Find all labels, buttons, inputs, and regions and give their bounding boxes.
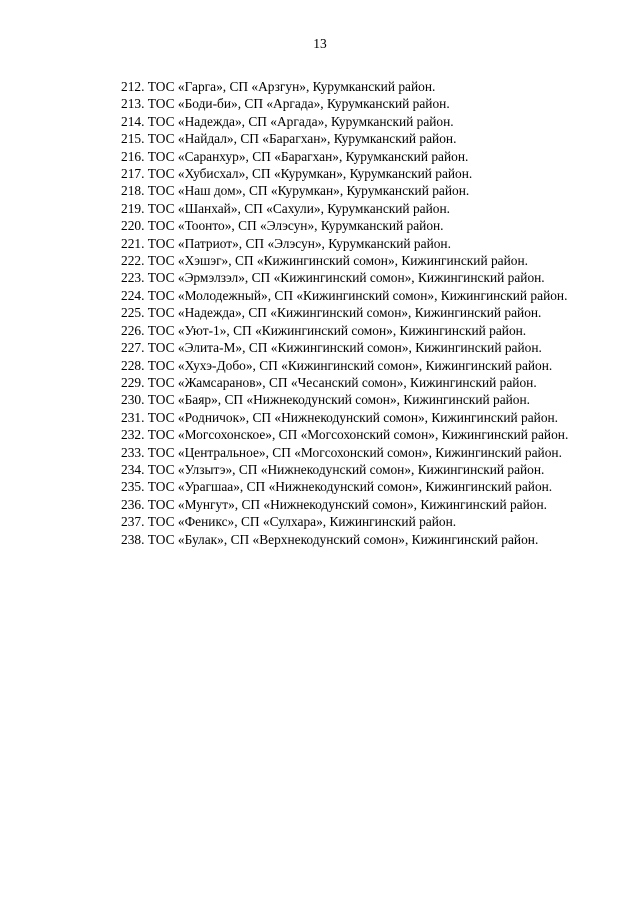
list-item: 220. ТОС «Тоонто», СП «Элэсун», Курумканский район.: [121, 218, 444, 234]
list-item: 227. ТОС «Элита-М», СП «Кижингинский сомон», Кижингинский район.: [121, 340, 542, 356]
list-item: 224. ТОС «Молодежный», СП «Кижингинский сомон», Кижингинский район.: [121, 287, 568, 303]
list-item: 219. ТОС «Шанхай», СП «Сахули», Курумканский район.: [121, 200, 450, 216]
list-item: 234. ТОС «Улзытэ», СП «Нижнекодунский сомон», Кижингинский район.: [121, 461, 545, 477]
page-number: 13: [313, 36, 327, 51]
list-item: 238. ТОС «Булак», СП «Верхнекодунский сомон», Кижингинский район.: [121, 531, 539, 547]
list-item: 223. ТОС «Эрмэлзэл», СП «Кижингинский сомон», Кижингинский район.: [121, 270, 545, 286]
list-item: 216. ТОС «Саранхур», СП «Барагхан», Курумканский район.: [121, 148, 469, 164]
list-item: 236. ТОС «Мунгут», СП «Нижнекодунский сомон», Кижингинский район.: [121, 496, 547, 512]
list-item: 212. ТОС «Гарга», СП «Арзгун», Курумканский район.: [121, 79, 436, 94]
list-item: 233. ТОС «Центральное», СП «Могсохонский сомон», Кижингинский район.: [121, 444, 562, 460]
list-item: 229. ТОС «Жамсаранов», СП «Чесанский сомон», Кижингинский район.: [121, 374, 537, 390]
list-item: 218. ТОС «Наш дом», СП «Курумкан», Курумканский район.: [121, 183, 470, 199]
list-item: 235. ТОС «Урагшаа», СП «Нижнекодунский сомон», Кижингинский район.: [121, 479, 553, 495]
list-item: 213. ТОС «Боди-би», СП «Аргада», Курумканский район.: [121, 96, 450, 112]
list-item: 230. ТОС «Баяр», СП «Нижнекодунский сомон», Кижингинский район.: [121, 392, 531, 408]
document-body: [84, 78, 572, 548]
list-item: 226. ТОС «Уют-1», СП «Кижингинский сомон», Кижингинский район.: [121, 322, 527, 338]
list-item: 231. ТОС «Родничок», СП «Нижнекодунский сомон», Кижингинский район.: [121, 409, 559, 425]
list-item: 221. ТОС «Патриот», СП «Элэсун», Курумканский район.: [121, 235, 451, 251]
list-item: 225. ТОС «Надежда», СП «Кижингинский сомон», Кижингинский район.: [121, 305, 542, 321]
list-item: 215. ТОС «Найдал», СП «Барагхан», Курумканский район.: [121, 131, 457, 147]
list-item: 214. ТОС «Надежда», СП «Аргада», Курумканский район.: [121, 113, 454, 129]
list-item: 237. ТОС «Феникс», СП «Сулхара», Кижингинский район.: [121, 514, 457, 530]
list-item: 232. ТОС «Могсохонское», СП «Могсохонский сомон», Кижингинский район.: [121, 427, 569, 443]
list-item: 228. ТОС «Хухэ-Добо», СП «Кижингинский сомон», Кижингинский район.: [121, 357, 553, 373]
list-item: 222. ТОС «Хэшэг», СП «Кижингинский сомон», Кижингинский район.: [121, 253, 528, 269]
list-item: 217. ТОС «Хубисхал», СП «Курумкан», Курумканский район.: [121, 166, 473, 182]
